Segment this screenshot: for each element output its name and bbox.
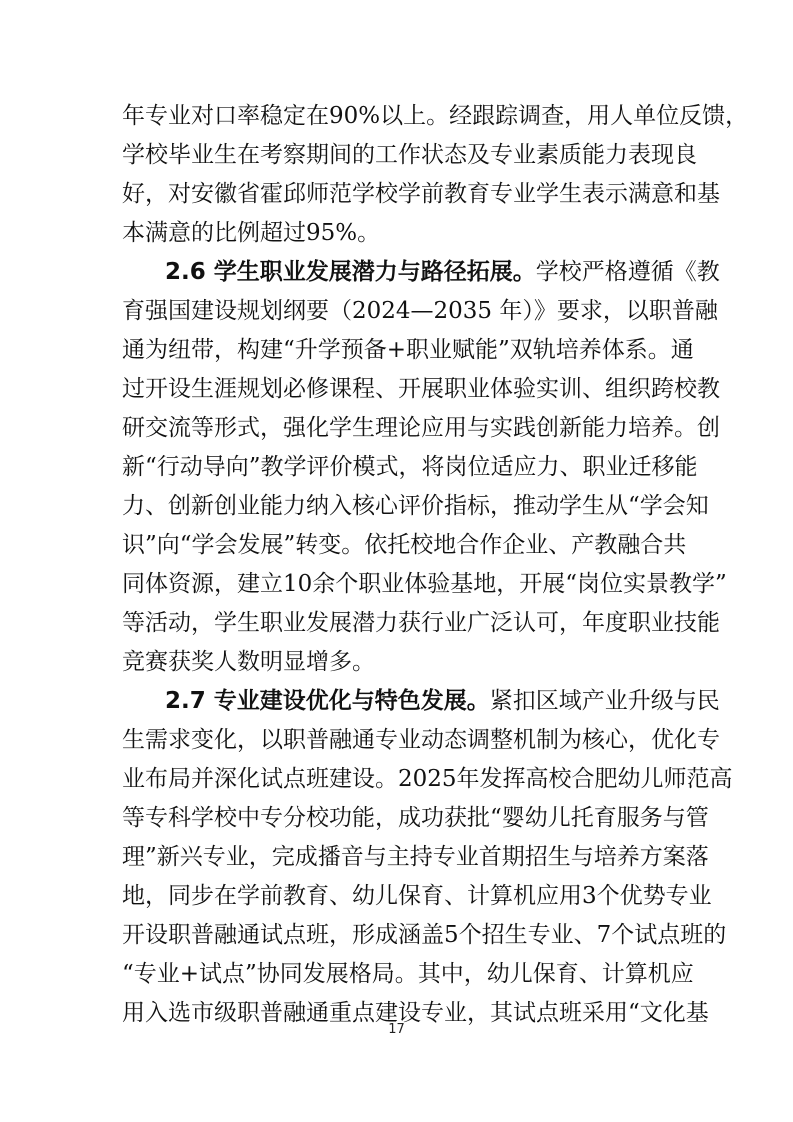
section-2-7-heading: 2.7 专业建设优化与特色发展。 bbox=[165, 688, 490, 714]
section-2-7-first-line-text: 紧扣区域产业升级与民 bbox=[489, 688, 720, 714]
section-2-7-line-9: 用入选市级职普融通重点建设专业，其试点班采用“文化基 bbox=[122, 1000, 709, 1026]
section-2-6-line-9: 同体资源，建立10余个职业体验基地，开展“岗位实景教学” bbox=[122, 571, 727, 597]
page-number: 17 bbox=[388, 1022, 405, 1037]
section-2-6-line-8: 识”向“学会发展”转变。依托校地合作企业、产教融合共 bbox=[122, 532, 687, 558]
section-2-6-line-4: 过开设生涯规划必修课程、开展职业体验实训、组织跨校教 bbox=[122, 376, 720, 402]
section-2-6-line-11: 竞赛获奖人数明显增多。 bbox=[122, 649, 375, 675]
section-2-6-line-10: 等活动，学生职业发展潜力获行业广泛认可，年度职业技能 bbox=[122, 610, 720, 636]
section-2-7-line-6: 地，同步在学前教育、幼儿保育、计算机应用3个优势专业 bbox=[122, 883, 712, 909]
section-2-6-line-5: 研交流等形式，强化学生理论应用与实践创新能力培养。创 bbox=[122, 415, 720, 441]
section-2-7-line-3: 业布局并深化试点班建设。2025年发挥高校合肥幼儿师范高 bbox=[122, 766, 733, 792]
paragraph-1-line-3: 好，对安徽省霍邱师范学校学前教育专业学生表示满意和基 bbox=[122, 181, 720, 207]
section-2-6-line-3: 通为纽带，构建“升学预备+职业赋能”双轨培养体系。通 bbox=[122, 337, 694, 363]
section-2-6-heading: 2.6 学生职业发展潜力与路径拓展。 bbox=[165, 259, 536, 285]
paragraph-1-line-1: 年专业对口率稳定在90%以上。经跟踪调查，用人单位反馈， bbox=[122, 103, 749, 129]
section-2-7-line-4: 等专科学校中专分校功能，成功获批“婴幼儿托育服务与管 bbox=[122, 805, 709, 831]
section-2-6-line-7: 力、创新创业能力纳入核心评价指标，推动学生从“学会知 bbox=[122, 493, 709, 519]
section-2-7-line-7: 开设职普融通试点班，形成涵盖5个招生专业、7个试点班的 bbox=[122, 922, 727, 948]
section-2-7-line-5: 理”新兴专业，完成播音与主持专业首期招生与培养方案落 bbox=[122, 844, 709, 870]
section-2-6-line-2: 育强国建设规划纲要（2024—2035 年）》要求，以职普融 bbox=[122, 298, 718, 324]
section-2-7-first-line bbox=[165, 683, 720, 719]
paragraph-1-line-4: 本满意的比例超过95%。 bbox=[122, 220, 381, 246]
section-2-7-line-2: 生需求变化，以职普融通专业动态调整机制为核心，优化专 bbox=[122, 727, 720, 753]
section-2-7-line-8: “专业+试点”协同发展格局。其中，幼儿保育、计算机应 bbox=[122, 961, 694, 987]
section-2-6-first-line bbox=[165, 254, 720, 290]
section-2-6-first-line-text: 学校严格遵循《教 bbox=[535, 259, 720, 285]
section-2-6-line-6: 新“行动导向”教学评价模式，将岗位适应力、职业迁移能 bbox=[122, 454, 698, 480]
paragraph-1-line-2: 学校毕业生在考察期间的工作状态及专业素质能力表现良 bbox=[122, 142, 697, 168]
